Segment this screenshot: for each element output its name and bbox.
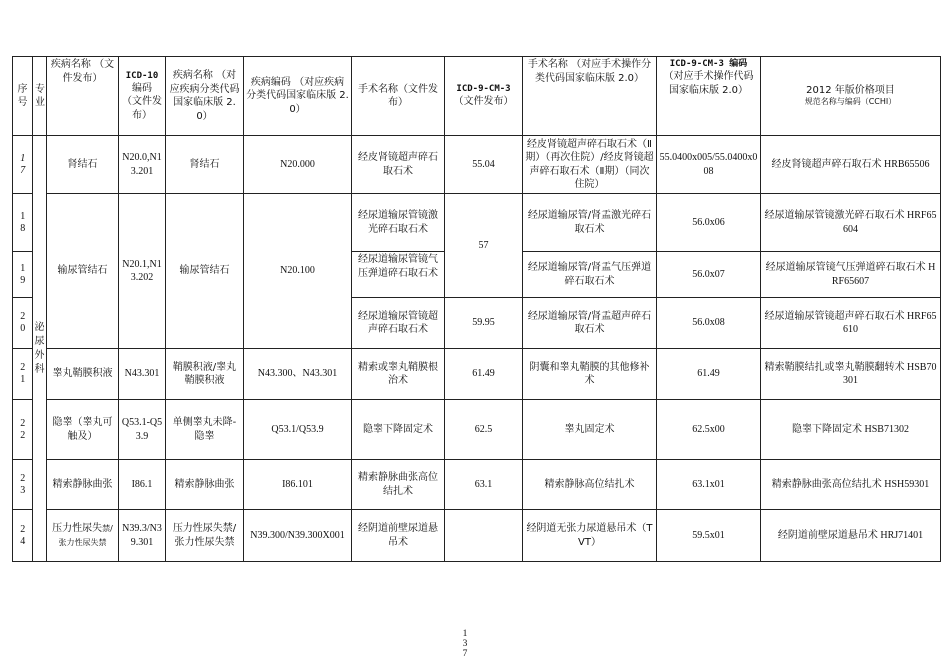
icd9-class-code: 56.0x08: [657, 298, 761, 349]
header-price-item: [761, 57, 941, 136]
surgery-class-name: 阴囊和睾丸鞘膜的其他修补术: [523, 349, 657, 400]
surgery-class-name: 经皮肾镜超声碎石取石术（Ⅱ期）（再次住院）/经皮肾镜超声碎石取石术（Ⅱ期）（同次住院）: [523, 136, 657, 194]
surgery-class-name: 经尿道输尿管/肾盂激光碎石取石术: [523, 194, 657, 252]
surgery-name: 经尿道输尿管镜气压弹道碎石取石术: [352, 252, 445, 298]
disease-class-name: 鞘膜积液/睾丸鞘膜积液: [166, 349, 244, 400]
price-item: 精索鞘膜结扎或睾丸鞘膜翻转术 HSB70301: [761, 349, 941, 400]
surgery-name: 精索或睾丸鞘膜根治术: [352, 349, 445, 400]
icd9-class-code: 59.5x01: [657, 510, 761, 562]
disease-code: Q53.1/Q53.9: [244, 400, 352, 460]
disease-class-name: 单侧睾丸未降-隐睾: [166, 400, 244, 460]
surgery-name: 经尿道输尿管镜激光碎石取石术: [352, 194, 445, 252]
icd9-class-code: 56.0x06: [657, 194, 761, 252]
surgery-name: 精索静脉曲张高位结扎术: [352, 460, 445, 510]
header-icd9-class-sub: （对应手术操作代码国家临床版 2.0）: [663, 71, 754, 96]
icd9-class-code: 63.1x01: [657, 460, 761, 510]
specialty-cell: [33, 136, 47, 562]
surgery-name: 经尿道输尿管镜超声碎石取石术: [352, 298, 445, 349]
icd9-code: 55.04: [445, 136, 523, 194]
disease-code: N20.000: [244, 136, 352, 194]
price-item: 经尿道输尿管镜气压弹道碎石取石术 HRF65607: [761, 252, 941, 298]
page-number: 137: [460, 629, 470, 659]
surgery-class-name: 经阴道无张力尿道悬吊术（TVT）: [523, 510, 657, 562]
header-disease-name-doc: 疾病名称 （文件发布）: [47, 57, 119, 136]
disease-name: 输尿管结石: [47, 194, 119, 349]
header-surgery-name-doc: 手术名称（文件发布）: [352, 57, 445, 136]
row-number: 20: [13, 298, 33, 349]
header-icd10: [119, 57, 166, 136]
disease-name-main: 压力性尿失: [52, 523, 103, 534]
header-icd9-class: [657, 57, 761, 136]
disease-name-small: 禁/张力性尿失禁: [58, 524, 113, 547]
header-price-item-sub: 规范名称与编码（CCHI）: [804, 97, 897, 107]
disease-code: I86.101: [244, 460, 352, 510]
surgery-class-name: 精索静脉高位结扎术: [523, 460, 657, 510]
row-number: 24: [13, 510, 33, 562]
icd9-class-code: 62.5x00: [657, 400, 761, 460]
header-disease-code: 疾病编码 （对应疾病分类代码国家临床版 2.0）: [244, 57, 352, 136]
price-item: 精索静脉曲张高位结扎术 HSH59301: [761, 460, 941, 510]
disease-code: N43.300、N43.301: [244, 349, 352, 400]
icd9-code: 63.1: [445, 460, 523, 510]
disease-class-name: 肾结石: [166, 136, 244, 194]
procedure-table: [12, 56, 941, 562]
icd9-class-code: 55.0400x005/55.0400x008: [657, 136, 761, 194]
price-item: 隐睾下降固定术 HSB71302: [761, 400, 941, 460]
icd10-code: N20.0,N13.201: [119, 136, 166, 194]
header-icd9-sub: （文件发布）: [453, 96, 514, 108]
header-disease-name-class: 疾病名称 （对应疾病分类代码国家临床版 2.0）: [166, 57, 244, 136]
icd10-code: Q53.1-Q53.9: [119, 400, 166, 460]
icd10-code: N43.301: [119, 349, 166, 400]
surgery-class-name: 经尿道输尿管/肾盂气压弹道碎石取石术: [523, 252, 657, 298]
row-number: 23: [13, 460, 33, 510]
surgery-class-name: 睾丸固定术: [523, 400, 657, 460]
header-icd9: [445, 57, 523, 136]
price-item: 经尿道输尿管镜激光碎石取石术 HRF65604: [761, 194, 941, 252]
row-number: 18: [13, 194, 33, 252]
icd10-code: N39.3/N39.301: [119, 510, 166, 562]
disease-name: 精索静脉曲张: [47, 460, 119, 510]
icd9-code: [445, 510, 523, 562]
disease-code: N39.300/N39.300X001: [244, 510, 352, 562]
icd9-code: 59.95: [445, 298, 523, 349]
row-number: 17: [13, 136, 33, 194]
header-specialty: 专业: [33, 57, 47, 136]
disease-class-name: 输尿管结石: [166, 194, 244, 349]
header-icd9-class-label: ICD-9-CM-3 编码: [669, 59, 748, 69]
table-row: [13, 136, 941, 194]
price-item: 经皮肾镜超声碎石取石术 HRB65506: [761, 136, 941, 194]
header-seq: 序号: [13, 57, 33, 136]
disease-name: 肾结石: [47, 136, 119, 194]
icd10-code: N20.1,N13.202: [119, 194, 166, 349]
row-number: 22: [13, 400, 33, 460]
surgery-name: 经阴道前壁尿道悬吊术: [352, 510, 445, 562]
header-surgery-name-class: 手术名称 （对应手术操作分类代码国家临床版 2.0）: [523, 57, 657, 136]
header-icd10-sub: 编码 （文件发布）: [122, 82, 162, 121]
surgery-class-name: 经尿道输尿管/肾盂超声碎石取石术: [523, 298, 657, 349]
disease-name: 睾丸鞘膜积液: [47, 349, 119, 400]
disease-code: N20.100: [244, 194, 352, 349]
table-row: [13, 194, 941, 252]
specialty-label: 泌尿外科: [34, 322, 45, 375]
header-icd9-label: ICD-9-CM-3: [456, 84, 511, 95]
price-item: 经尿道输尿管镜超声碎石取石术 HRF65610: [761, 298, 941, 349]
table-row: [13, 349, 941, 400]
disease-class-name: 压力性尿失禁/张力性尿失禁: [166, 510, 244, 562]
disease-name: 隐睾（睾丸可触及）: [47, 400, 119, 460]
header-row: [13, 57, 941, 136]
row-number: 19: [13, 252, 33, 298]
icd9-class-code: 56.0x07: [657, 252, 761, 298]
icd9-code: 62.5: [445, 400, 523, 460]
table-row: [13, 460, 941, 510]
price-item: 经阴道前壁尿道悬吊术 HRJ71401: [761, 510, 941, 562]
header-price-item-label: 2012 年版价格项目: [806, 84, 895, 96]
surgery-name: 隐睾下降固定术: [352, 400, 445, 460]
icd9-code: 61.49: [445, 349, 523, 400]
surgery-name: 经皮肾镜超声碎石取石术: [352, 136, 445, 194]
icd10-code: I86.1: [119, 460, 166, 510]
header-icd10-label: ICD-10: [125, 70, 159, 81]
disease-name: [47, 510, 119, 562]
table-row: [13, 510, 941, 562]
row-number: 21: [13, 349, 33, 400]
table-row: [13, 400, 941, 460]
icd9-class-code: 61.49: [657, 349, 761, 400]
disease-class-name: 精索静脉曲张: [166, 460, 244, 510]
icd9-code: 57: [445, 194, 523, 298]
